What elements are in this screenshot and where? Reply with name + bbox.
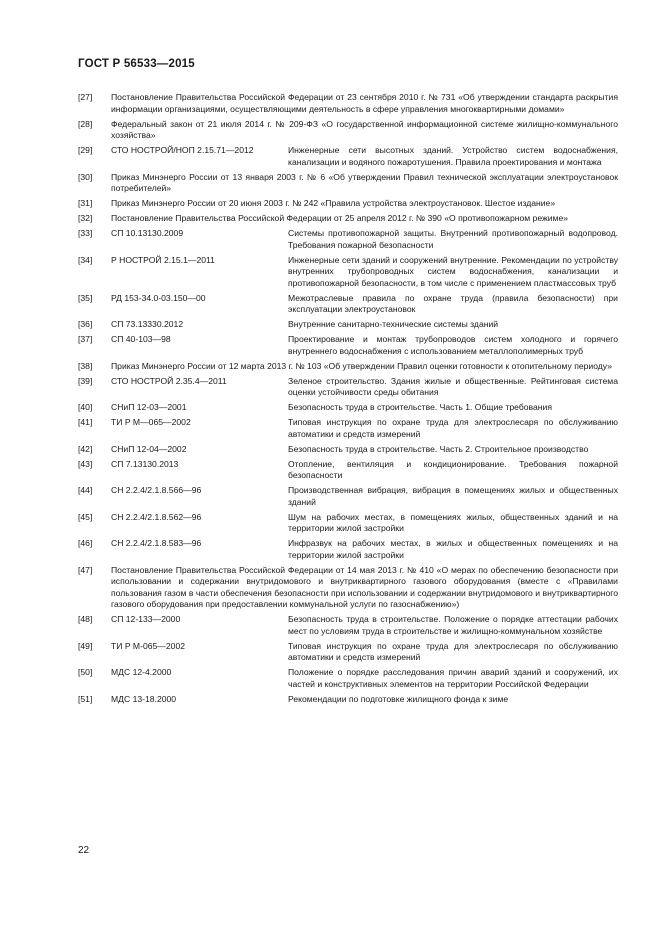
reference-text: Приказ Минэнерго России от 20 июня 2003 г. № 242 «Правила устройства электроустановок. Шестое издание» [111, 198, 556, 208]
reference-number: [44] [78, 485, 93, 495]
reference-item [78, 198, 618, 210]
reference-item [78, 538, 618, 561]
reference-code: СНиП 12-03—2001 [111, 402, 187, 412]
reference-number: [46] [78, 538, 93, 548]
reference-number: [35] [78, 292, 93, 303]
reference-number: [38] [78, 360, 93, 371]
reference-code: МДС 13-18.2000 [111, 693, 177, 704]
reference-item [78, 641, 618, 664]
reference-number: [49] [78, 640, 93, 651]
reference-text: Приказ Минэнерго России от 13 января 2003 г. № 6 «Об утверждении Правил технической эксплуатации электроустановок потребителей» [111, 171, 618, 193]
reference-code: СП 40-103—98 [111, 334, 171, 344]
reference-number: [43] [78, 458, 93, 469]
reference-title: Проектирование и монтаж трубопроводов систем холодного и горячего внутреннего водоснабжения с использованием металлополимерных труб [288, 334, 618, 356]
reference-number: [40] [78, 402, 93, 412]
reference-title: Безопасность труда в строительстве. Часть 2. Строительное производство [288, 443, 589, 454]
reference-number: [45] [78, 511, 93, 522]
reference-title: Отопление, вентиляция и кондиционирование. Требования пожарной безопасности [288, 458, 618, 480]
reference-title: Инженерные сети высотных зданий. Устройство систем водоснабжения, канализации и водяного пожаротушения. Правила проектирования и монтажа [288, 145, 618, 167]
reference-title: Системы противопожарной защиты. Внутренний противопожарный водопровод. Требования пожарной безопасности [288, 228, 618, 250]
reference-number: [37] [78, 334, 93, 344]
document-header: ГОСТ Р 56533—2015 [78, 58, 195, 70]
reference-item [78, 172, 618, 195]
reference-code: СП 73.13330.2012 [111, 319, 184, 329]
reference-code: СТО НОСТРОЙ/НОП 2.15.71—2012 [111, 145, 254, 155]
reference-item [78, 667, 618, 690]
reference-code: СП 10.13130.2009 [111, 228, 184, 238]
reference-title: Типовая инструкция по охране труда для электрослесаря по обслуживанию автоматики и средств измерений [288, 640, 618, 662]
reference-number: [28] [78, 118, 93, 129]
reference-text: Приказ Минэнерго России от 12 марта 2013 г. № 103 «Об утверждении Правил оценки готовности к отопительному периоду» [111, 360, 612, 371]
reference-code: ТИ Р М-065—2002 [111, 640, 186, 651]
reference-item [78, 694, 618, 706]
reference-code: СН 2.2.4/2.1.8.583—96 [111, 538, 202, 548]
reference-number: [29] [78, 145, 93, 155]
reference-code: СН 2.2.4/2.1.8.562—96 [111, 511, 202, 522]
reference-number: [48] [78, 614, 93, 624]
reference-title: Положение о порядке расследования причин аварий зданий и сооружений, их частей и конструктивных элементов на территории Российской Федерации [288, 667, 618, 689]
reference-text: Постановление Правительства Российской Федерации от 23 сентября 2010 г. № 731 «Об утверждении стандарта раскрытия информации организациями, осуществляющими деятельность в сфере управления многоквартирными домами» [111, 92, 618, 114]
reference-item [78, 376, 618, 399]
reference-title: Производственная вибрация, вибрация в помещениях жилых и общественных зданий [288, 485, 618, 507]
reference-item [78, 145, 618, 168]
reference-item [78, 334, 618, 357]
reference-title: Инфразвук на рабочих местах, в жилых и общественных помещениях и на территории жилой застройки [288, 538, 618, 560]
reference-title: Инженерные сети зданий и сооружений внутренние. Рекомендации по устройству внутренних трубопроводных систем водоснабжения, канализации и противопожарной безопасности, в том числе с применением пластмассовых труб [288, 254, 618, 288]
reference-item [78, 459, 618, 482]
reference-item [78, 402, 618, 414]
reference-code: СП 7.13130.2013 [111, 458, 179, 469]
reference-title: Безопасность труда в строительстве. Часть 1. Общие требования [288, 402, 552, 412]
reference-title: Шум на рабочих местах, в помещениях жилых, общественных зданий и на территории жилой застройки [288, 511, 618, 533]
reference-item [78, 228, 618, 251]
reference-text: Постановление Правительства Российской Федерации от 25 апреля 2012 г. № 390 «О противопожарном режиме» [111, 213, 569, 223]
reference-code: МДС 12-4.2000 [111, 667, 172, 677]
reference-number: [34] [78, 254, 93, 265]
reference-code: СТО НОСТРОЙ 2.35.4—2011 [111, 375, 227, 386]
reference-number: [51] [78, 693, 93, 704]
reference-item [78, 444, 618, 456]
reference-text: Федеральный закон от 21 июля 2014 г. № 209-ФЗ «О государственной информационной системе жилищно-коммунального хозяйства» [111, 118, 618, 140]
reference-text: Постановление Правительства Российской Федерации от 14 мая 2013 г. № 410 «О мерах по обеспечению безопасности при использовании и содержании внутридомового и внутриквартирного газового оборудования (вместе с «Правилами пользования газом в части обеспечения безопасности при использовании и содержании внутридомового и внутриквартирного газового оборудования при предоставлении коммунальной услуги по газоснабжению») [111, 564, 618, 609]
reference-item [78, 512, 618, 535]
reference-title: Типовая инструкция по охране труда для электрослесаря по обслуживанию автоматики и средств измерений [288, 417, 618, 439]
reference-title: Безопасность труда в строительстве. Положение о порядке аттестации рабочих мест по условиям труда в строительстве и жилищно-коммунальном хозяйстве [288, 614, 618, 636]
reference-number: [32] [78, 213, 93, 223]
reference-number: [30] [78, 171, 93, 182]
reference-number: [47] [78, 564, 93, 575]
reference-title: Межотраслевые правила по охране труда (правила безопасности) при эксплуатации электроустановок [288, 292, 618, 314]
reference-item [78, 485, 618, 508]
reference-title: Внутренние санитарно-технические системы зданий [288, 319, 499, 329]
reference-item [78, 319, 618, 331]
reference-item [78, 293, 618, 316]
reference-item [78, 417, 618, 440]
reference-number: [33] [78, 228, 93, 238]
reference-item [78, 361, 618, 373]
reference-code: СНиП 12-04—2002 [111, 443, 187, 454]
reference-code: РД 153-34.0-03.150—00 [111, 292, 206, 303]
reference-item [78, 565, 618, 611]
reference-number: [41] [78, 417, 93, 427]
reference-number: [31] [78, 198, 93, 208]
reference-number: [39] [78, 375, 93, 386]
reference-item [78, 92, 618, 115]
reference-item [78, 614, 618, 637]
reference-number: [50] [78, 667, 93, 677]
page-number: 22 [78, 845, 90, 856]
reference-number: [36] [78, 319, 93, 329]
reference-code: СП 12-133—2000 [111, 614, 181, 624]
reference-item [78, 119, 618, 142]
reference-code: СН 2.2.4/2.1.8.566—96 [111, 485, 202, 495]
reference-list [78, 92, 618, 709]
reference-code: ТИ Р М—065—2002 [111, 417, 191, 427]
reference-item [78, 213, 618, 225]
reference-title: Рекомендации по подготовке жилищного фонда к зиме [288, 693, 509, 704]
reference-number: [27] [78, 92, 93, 102]
reference-item [78, 255, 618, 290]
reference-code: Р НОСТРОЙ 2.15.1—2011 [111, 254, 215, 265]
reference-number: [42] [78, 443, 93, 454]
reference-title: Зеленое строительство. Здания жилые и общественные. Рейтинговая система оценки устойчивости среды обитания [288, 375, 618, 397]
